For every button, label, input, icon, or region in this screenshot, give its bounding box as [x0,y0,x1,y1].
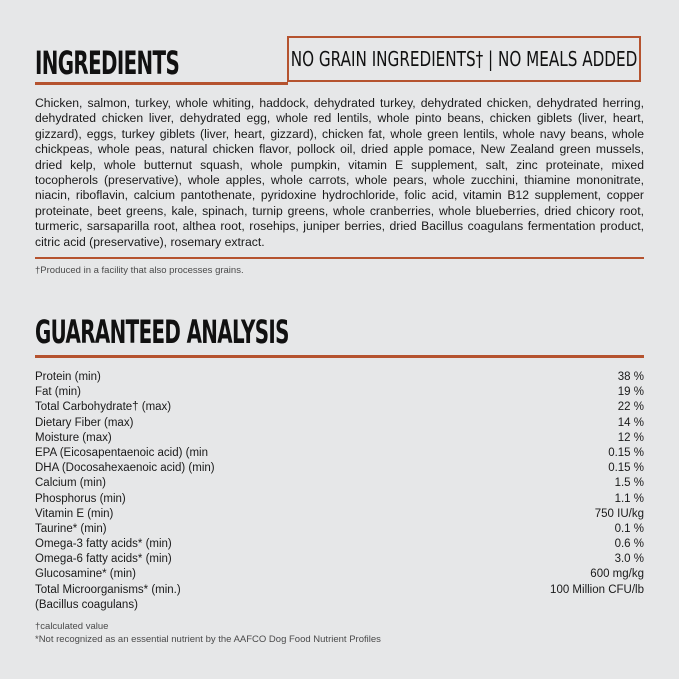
analysis-value: 22 % [617,401,644,414]
analysis-row-dha [35,461,644,476]
analysis-label: Phosphorus (min) [35,492,126,505]
analysis-sub-label: (Bacillus coagulans) [35,598,138,611]
analysis-row-moisture [35,431,644,446]
analysis-row-calcium [35,476,644,491]
analysis-row-carbohydrate [35,400,644,415]
analysis-value: 100 Million CFU/lb [550,583,644,596]
analysis-row-vitamin-e [35,507,644,522]
analysis-label: Dietary Fiber (max) [35,416,134,429]
analysis-value: 12 % [617,431,644,444]
ingredients-heading-underline [35,82,288,85]
ingredients-divider [35,257,644,259]
analysis-row-omega-6 [35,552,644,567]
analysis-value: 1.1 % [614,492,644,505]
ingredients-footnote: †Produced in a facility that also processes grains. [35,265,244,276]
analysis-label: Calcium (min) [35,477,106,490]
no-grain-badge-text: NO GRAIN INGREDIENTS† | NO MEALS ADDED [290,47,638,71]
analysis-label: Moisture (max) [35,431,112,444]
analysis-value: 0.1 % [614,522,644,535]
analysis-row-microorganisms [35,583,644,598]
analysis-label: DHA (Docosahexaenoic acid) (min) [35,462,215,475]
analysis-value: 0.15 % [608,446,644,459]
analysis-label: Protein (min) [35,371,101,383]
analysis-row-epa [35,446,644,461]
analysis-label: EPA (Eicosapentaenoic acid) (min [35,446,209,459]
aafco-footnote: *Not recognized as an essential nutrient by the AAFCO Dog Food Nutrient Profiles [35,633,381,645]
no-grain-badge [287,36,641,82]
analysis-value: 600 mg/kg [590,568,644,581]
analysis-row-protein [35,370,644,385]
analysis-label: Total Carbohydrate† (max) [35,401,172,414]
guaranteed-analysis-underline [35,355,644,358]
analysis-row-taurine [35,522,644,537]
ingredients-heading: INGREDIENTS [35,44,180,82]
analysis-label: Total Microorganisms* (min.) [35,583,181,596]
analysis-value: 0.15 % [608,462,644,475]
analysis-label: Omega-3 fatty acids* (min) [35,538,172,551]
analysis-footnotes [35,621,381,646]
analysis-value: 14 % [617,416,644,429]
analysis-row-omega-3 [35,537,644,552]
guaranteed-analysis-heading: GUARANTEED ANALYSIS [35,313,289,351]
analysis-value: 38 % [617,371,644,383]
analysis-label: Fat (min) [35,386,81,399]
analysis-value: 1.5 % [614,477,644,490]
analysis-value: 3.0 % [614,553,644,566]
analysis-row-fiber [35,416,644,431]
analysis-label: Vitamin E (min) [35,507,114,520]
analysis-label: Omega-6 fatty acids* (min) [35,553,172,566]
analysis-row-phosphorus [35,492,644,507]
analysis-value: 19 % [617,386,644,399]
calculated-value-footnote: †calculated value [35,621,109,632]
analysis-value: 750 IU/kg [594,507,644,520]
analysis-value: 0.6 % [614,538,644,551]
analysis-row-fat [35,385,644,400]
analysis-label: Glucosamine* (min) [35,568,136,581]
analysis-row-glucosamine [35,567,644,582]
ingredients-list-text: Chicken, salmon, turkey, whole whiting, haddock, dehydrated turkey, dehydrated chicken, dehydrated herring, dehydrated chicken liver, dehydrated egg, whole red lentils, whole pinto beans, chicken giblets (liver, heart, gizzard), eggs, turkey giblets (liver, heart, gizzard), chicken fat, whole green lentils, whole navy beans, whole chickpeas, whole peas, natural chicken flavor, pollock oil, dried apple pomace, New Zealand green mussels, dried kelp, whole butternut squash, whole pumpkin, vitamin E supplement, salt, zinc proteinate, mixed tocopherols (preservative), whole apples, whole carrots, whole pears, whole zucchini, thiamine mononitrate, niacin, riboflavin, calcium pantothenate, pyridoxine hydrochloride, folic acid, vitamin B12 supplement, copper proteinate, beet greens, kale, spinach, turnip greens, whole cranberries, whole blueberries, dried chicory root, turmeric, sarsaparilla root, althea root, rosehips, juniper berries, dried Bacillus coagulans fermentation product, citric acid (preservative), rosemary extract. [35,96,644,249]
analysis-label: Taurine* (min) [35,522,107,535]
guaranteed-analysis-table [35,370,644,613]
